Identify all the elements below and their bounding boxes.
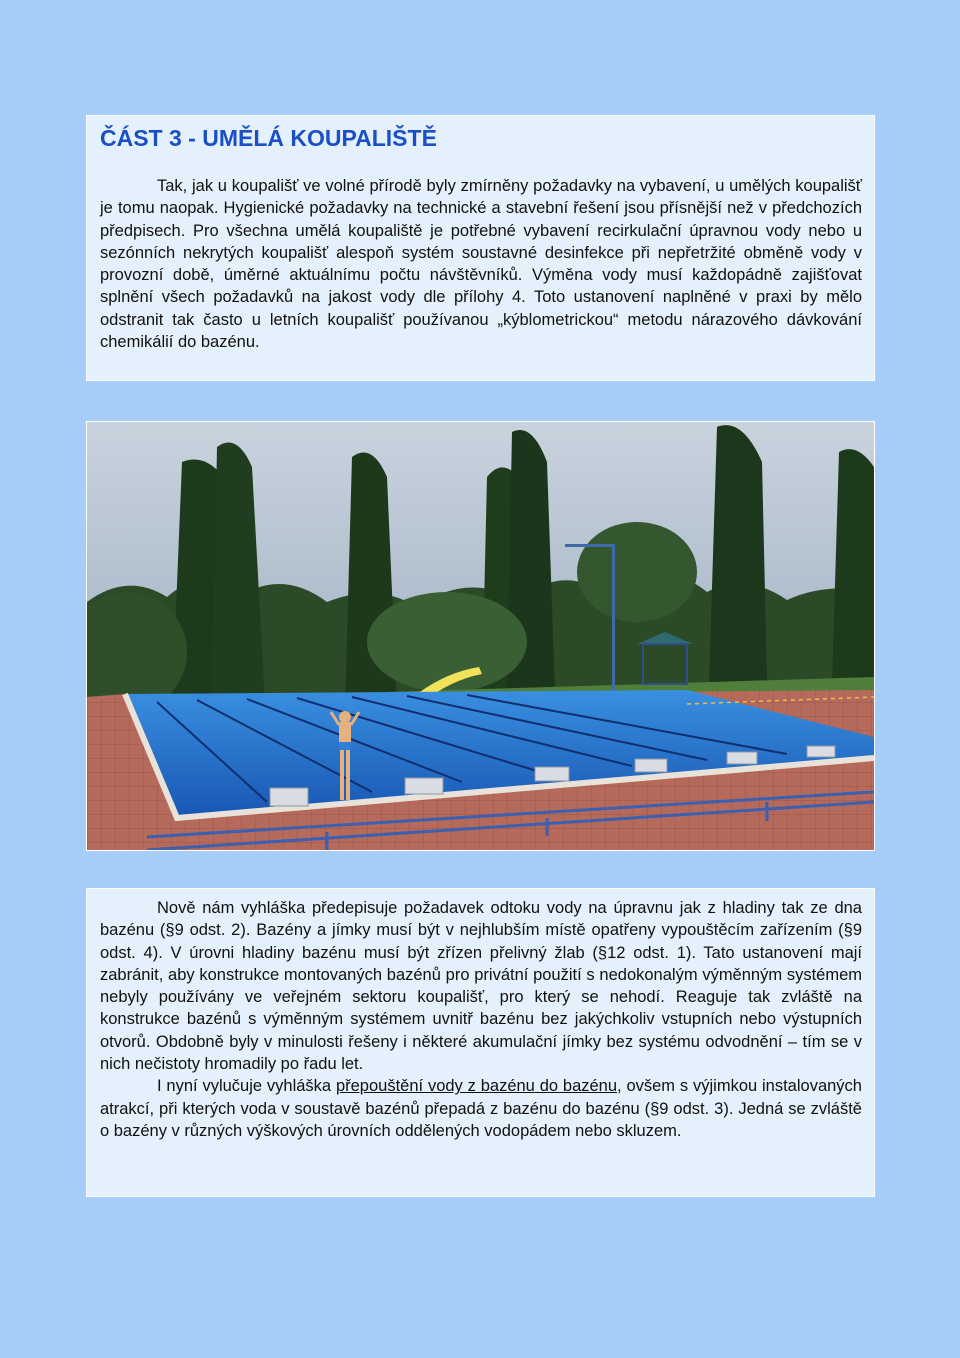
intro-text-box <box>86 115 875 381</box>
pool-photo <box>86 421 875 851</box>
regulation-paragraph-2 <box>100 1075 862 1142</box>
regulation-paragraph-1: Nově nám vyhláška předepisuje požadavek odtoku vody na úpravnu jak z hladiny tak ze dna bazénu (§9 odst. 2). Bazény a jímky musí být v nejhlubším místě opatřeny vypouštěcím zařízením (§9 odst. 4). V úrovni hladiny bazénu musí být zřízen přelivný žlab (§12 odst. 1). Tato ustanovení mají zabránit, aby konstrukce montovaných bazénů pro privátní použití s nedokonalým výměnným systémem nebyly používány ve veřejném sektoru koupališť, pro který se nehodí. Reaguje tak zvláště na konstrukce bazénů s výměnným systémem uvnitř bazénu bez jakýchkoliv vstupních nebo výstupních otvorů. Obdobně byly v minulosti řešeny i některé akumulační jímky bez systému odvodnění – tím se v nich nečistoty hromadily po řadu let. <box>100 899 862 1074</box>
underlined-phrase: přepouštění vody z bazénu do bazénu <box>335 1077 618 1096</box>
intro-paragraph: Tak, jak u koupališť ve volné přírodě byly zmírněny požadavky na vybavení, u umělých koupališť je tomu naopak. Hygienické požadavky na technické a stavební řešení jsou přísnější než v předchozích předpisech. Pro všechna umělá koupaliště je potřebné vybavení recirkulační úpravnou vody nebo u sezónních nekrytých koupališť alespoň systém soustavné desinfekce při nepřetržité obměně vody v provozní době, úměrné aktuálnímu počtu návštěvníků. Výměna vody musí každopádně zajišťovat splnění všech požadavků na jakost vody dle přílohy 4. Toto ustanovení naplněné v praxi by mělo odstranit tak často u letních koupališť používanou „kýblometrickou“ metodu nárazového dávkování chemikálií do bazénu. <box>100 177 862 352</box>
outdoor-swimming-pool-photo <box>87 422 874 850</box>
paragraph-2-end: , ovšem s výjimkou instalovaných atrakcí, při kterých voda v soustavě bazénů přepadá z bazénu do bazénu (§9 odst. 3). Jedná se zvláště o bazény v různých výškových úrovních oddělených vodopádem nebo skluzem. <box>100 1077 862 1140</box>
paragraph-2-start: I nyní vylučuje vyhláška <box>157 1077 336 1096</box>
section-heading: ČÁST 3 - UMĚLÁ KOUPALIŠTĚ <box>100 125 437 151</box>
regulation-text-box <box>86 888 875 1197</box>
